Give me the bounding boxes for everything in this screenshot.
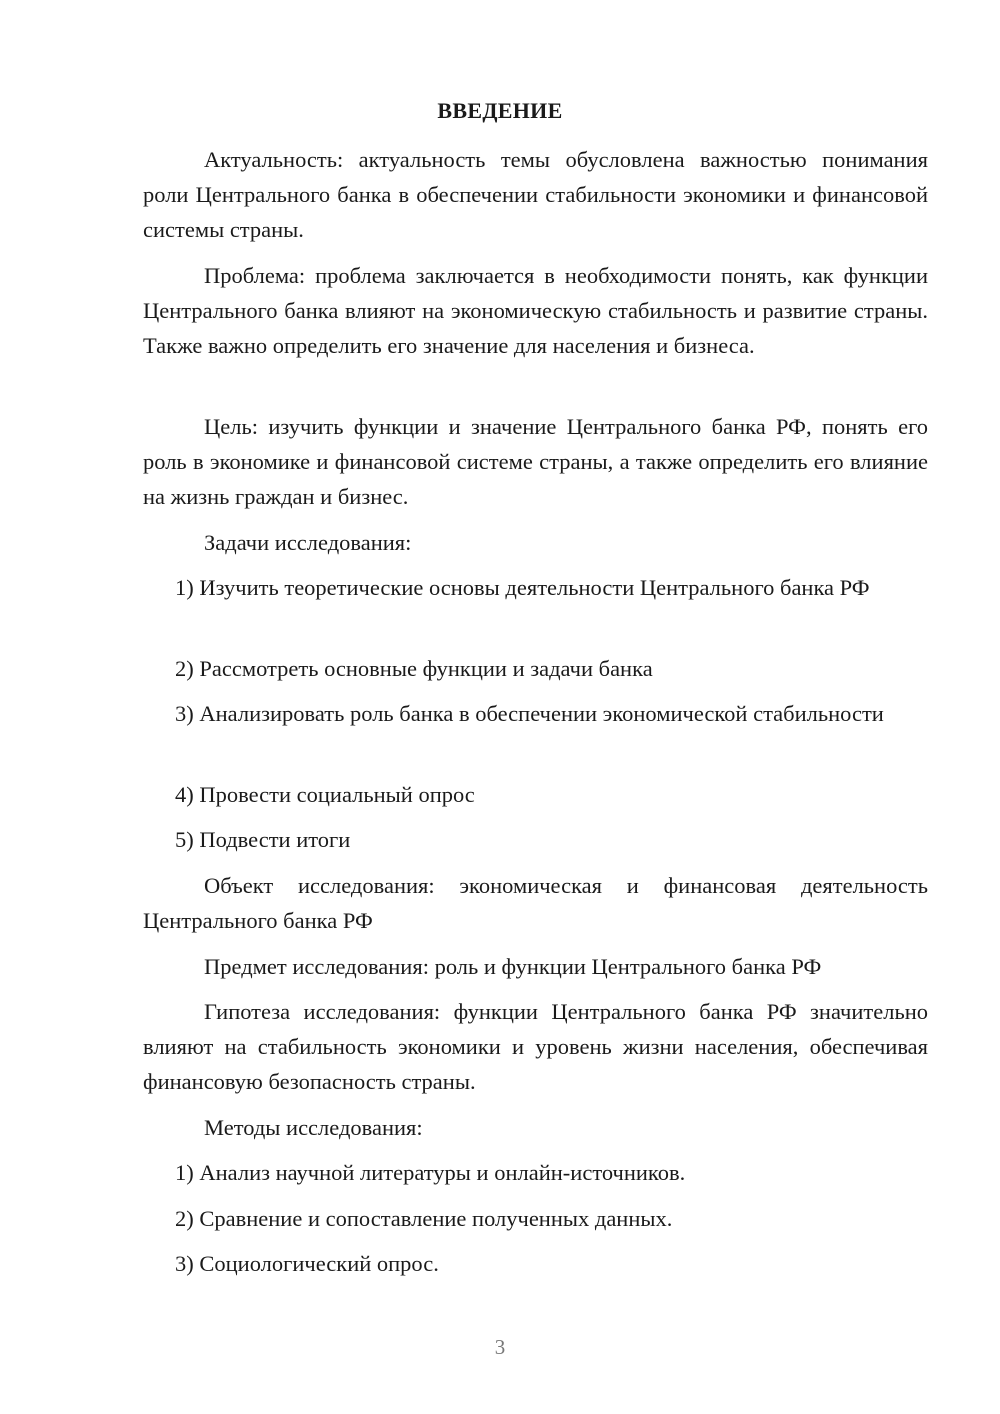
list-item-task-1: 1) Изучить теоретические основы деятельности Центрального банка РФ (175, 575, 870, 600)
paragraph-problem: Проблема: проблема заключается в необходимости понять, как функции Центрального банка влияют на экономическую стабильность и развитие страны. Также важно определить его значение для населения и бизнеса. (143, 263, 928, 358)
paragraph-relevance: Актуальность: актуальность темы обусловлена важностью понимания роли Центрального банка в обеспечении стабильности экономики и финансовой системы страны. (143, 147, 928, 242)
paragraph-goal: Цель: изучить функции и значение Центрального банка РФ, понять его роль в экономике и финансовой системе страны, а также определить его влияние на жизнь граждан и бизнес. (143, 414, 928, 509)
paragraph-hypothesis: Гипотеза исследования: функции Центрального банка РФ значительно влияют на стабильность экономики и уровень жизни населения, обеспечивая финансовую безопасность страны. (143, 999, 928, 1094)
list-item-method-1: 1) Анализ научной литературы и онлайн-источников. (175, 1160, 686, 1185)
page-number: 3 (494, 1335, 506, 1359)
list-item-task-5: 5) Подвести итоги (175, 827, 351, 852)
list-item-method-2: 2) Сравнение и сопоставление полученных данных. (175, 1206, 673, 1231)
paragraph-methods-heading: Методы исследования: (204, 1115, 423, 1140)
paragraph-tasks-heading: Задачи исследования: (204, 530, 412, 555)
list-item-method-3: 3) Социологический опрос. (175, 1251, 439, 1276)
paragraph-subject: Предмет исследования: роль и функции Центрального банка РФ (204, 954, 822, 979)
list-item-task-4: 4) Провести социальный опрос (175, 782, 475, 807)
list-item-task-3: 3) Анализировать роль банка в обеспечении экономической стабильности (175, 701, 884, 726)
paragraph-object: Объект исследования: экономическая и финансовая деятельность Центрального банка РФ (143, 873, 928, 933)
list-item-task-2: 2) Рассмотреть основные функции и задачи банка (175, 656, 653, 681)
section-title: ВВЕДЕНИЕ (437, 98, 563, 123)
